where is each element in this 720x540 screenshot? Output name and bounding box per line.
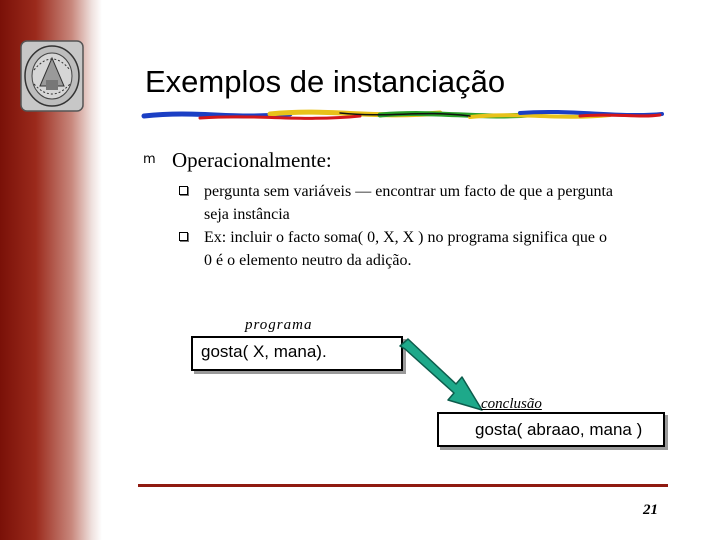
checkbox-bullet-icon: [179, 186, 188, 195]
program-box: [191, 336, 403, 371]
sub-bullet-line: 0 é o elemento neutro da adição.: [204, 252, 412, 269]
bullet-mark-icon: m: [143, 152, 156, 167]
conclusion-box: [437, 412, 665, 447]
sub-bullet-line: pergunta sem variáveis — encontrar um facto de que a pergunta: [204, 183, 614, 200]
sub-bullet-line: Ex: incluir o facto soma( 0, X, X ) no programa significa que o: [204, 229, 607, 246]
bullet-text: Operacionalmente:: [172, 148, 332, 172]
conclusion-label: conclusão: [481, 396, 542, 412]
diagonal-arrow-icon: [398, 338, 488, 418]
sub-bullet-line: seja instância: [204, 206, 290, 223]
university-seal-icon: [20, 40, 84, 112]
slide-title: Exemplos de instanciação: [145, 64, 506, 99]
title-underline-stroke: [140, 104, 666, 124]
program-label: programa: [245, 317, 313, 333]
page-number: 21: [643, 502, 658, 518]
conclusion-text: gosta( abraao, mana ): [475, 420, 643, 439]
sub-bullet-text: [204, 180, 674, 226]
program-text: gosta( X, mana).: [201, 342, 327, 361]
checkbox-bullet-icon: [179, 232, 188, 241]
footer-divider: [138, 484, 668, 487]
sub-bullet-text: [204, 226, 674, 272]
